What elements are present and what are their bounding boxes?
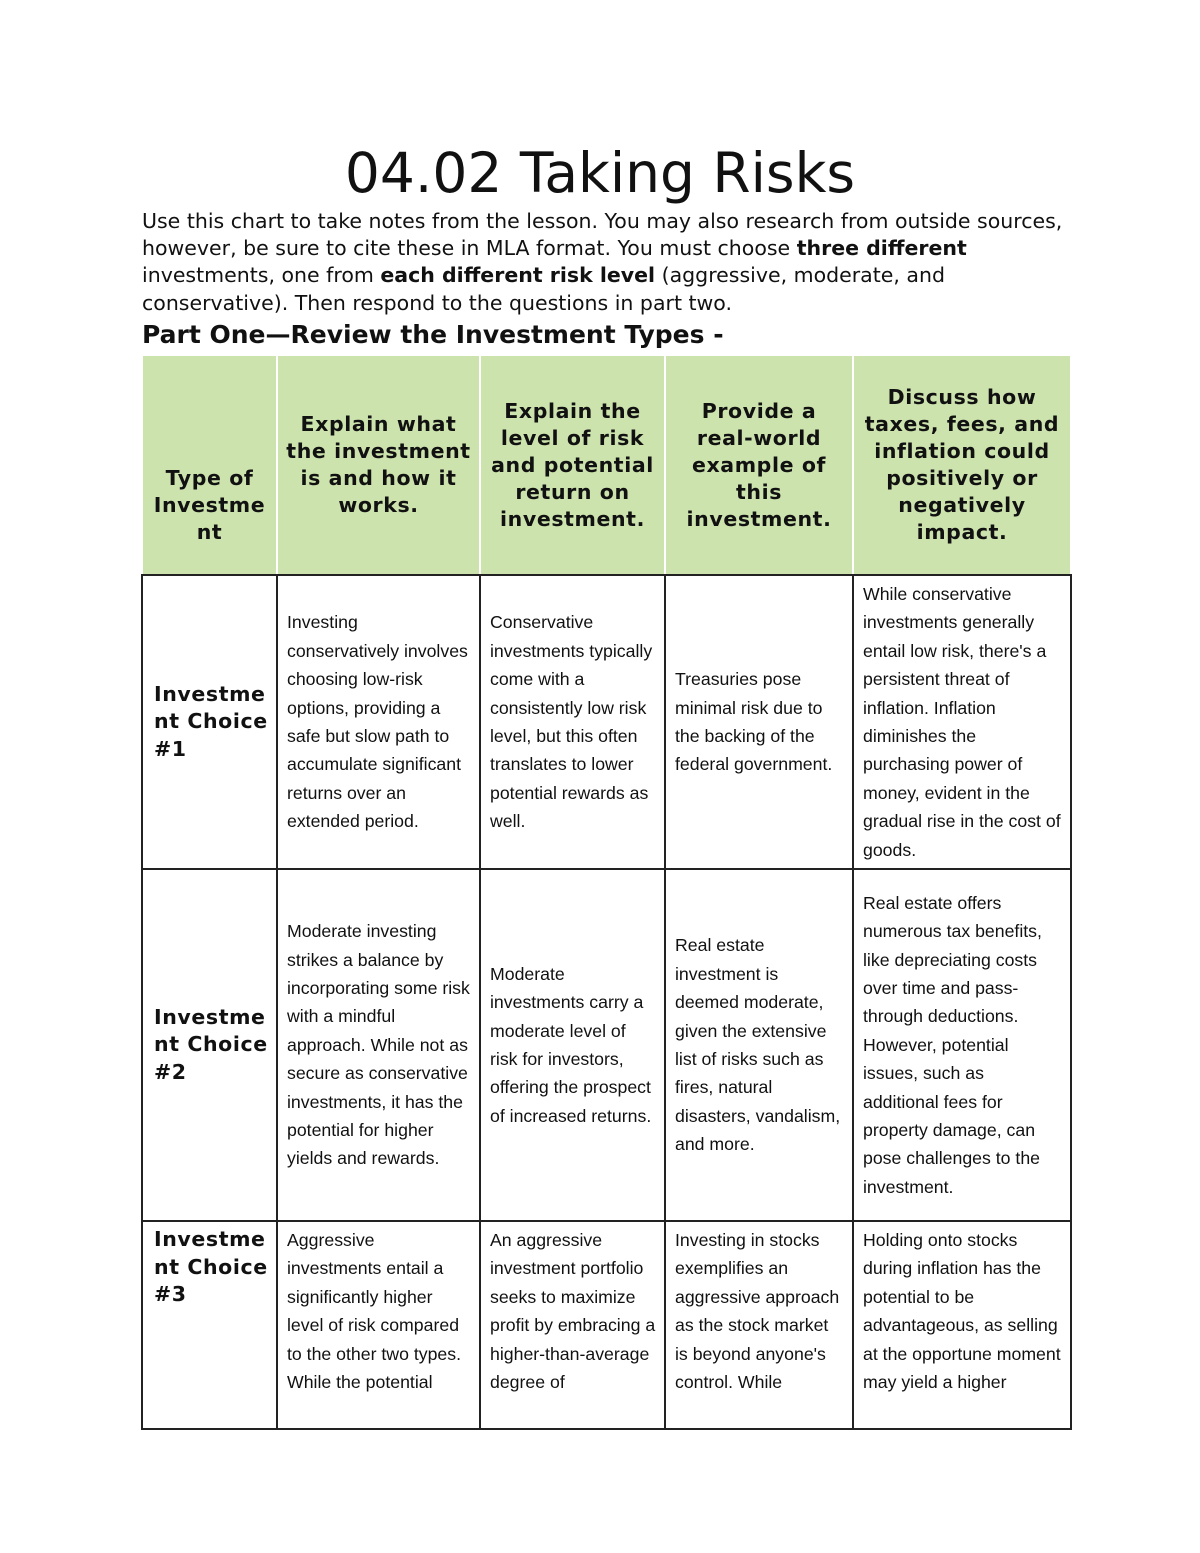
cell-choice-2-risk: Moderate investments carry a moderate level of risk for investors, offering the prospect of increased returns. [480,869,665,1221]
cell-choice-3-taxes [853,1221,1071,1429]
cell-choice-1-example: Treasuries pose minimal risk due to the backing of the federal government. [665,575,853,869]
cell-choice-2-taxes: Real estate offers numerous tax benefits, like depreciating costs over time and pass-through deductions. However, potential issues, such as additional fees for property damage, can pose challenges to the investment. [853,869,1071,1221]
cell-choice-3-example [665,1221,853,1429]
intro-text-1: Use this chart to take notes from the lesson. You may also research from outside sources, however, be sure to cite these in MLA format. You must choose [142,209,1063,261]
cell-choice-1-risk: Conservative investments typically come with a consistently low risk level, but this often translates to lower potential rewards as well. [480,575,665,869]
table-header-row [142,355,1071,575]
header-taxes-fees-inflation: Discuss how taxes, fees, and inflation could positively or negatively impact. [853,355,1071,575]
row-label-choice-2: Investme nt Choice #2 [142,869,277,1221]
cell-choice-3-risk-text: An aggressive investment portfolio seeks to maximize profit by embracing a higher-than-average degree of [490,1230,656,1393]
header-type-of-investment: Type of Investme nt [142,355,277,575]
header-explain-investment: Explain what the investment is and how it works. [277,355,480,575]
row-label-choice-3: Investme nt Choice #3 [142,1221,277,1429]
cell-choice-1-taxes: While conservative investments generally entail low risk, there's a persistent threat of inflation. Inflation diminishes the purchasing power of money, evident in the gradual rise in the cost of goods. [853,575,1071,869]
intro-paragraph [142,208,1072,317]
cell-choice-2-example: Real estate investment is deemed moderate, given the extensive list of risks such as fires, natural disasters, vandalism, and more. [665,869,853,1221]
table-row-choice-3 [142,1221,1071,1429]
cell-choice-2-explanation: Moderate investing strikes a balance by incorporating some risk with a mindful approach. While not as secure as conservative investments, it has the potential for higher yields and rewards. [277,869,480,1221]
part-one-heading: Part One—Review the Investment Types - [142,320,724,349]
intro-emphasis-three-different: three different [796,236,967,261]
header-real-world-example: Provide a real-world example of this investment. [665,355,853,575]
header-risk-and-return: Explain the level of risk and potential return on investment. [480,355,665,575]
cell-choice-3-explanation [277,1221,480,1429]
investment-types-table [141,354,1072,1430]
cell-choice-3-taxes-text: Holding onto stocks during inflation has the potential to be advantageous, as selling at the opportune moment may yield a higher [863,1230,1061,1393]
intro-text-2: investments, one from [142,263,381,288]
table-row-choice-2 [142,869,1071,1221]
cell-choice-3-example-text: Investing in stocks exemplifies an aggressive approach as the stock market is beyond anyone's control. While [675,1230,840,1393]
table-row-choice-1 [142,575,1071,869]
intro-text-3: (aggressive, moderate, and conservative). Then respond to the questions in part two. [142,263,945,315]
row-label-choice-1: Investme nt Choice #1 [142,575,277,869]
cell-choice-3-risk [480,1221,665,1429]
intro-emphasis-each-risk-level: each different risk level [380,263,656,288]
document-title: 04.02 Taking Risks [344,141,856,205]
cell-choice-1-explanation: Investing conservatively involves choosing low-risk options, providing a safe but slow path to accumulate significant returns over an extended period. [277,575,480,869]
cell-choice-3-explanation-text: Aggressive investments entail a significantly higher level of risk compared to the other two types. While the potential [287,1230,462,1393]
